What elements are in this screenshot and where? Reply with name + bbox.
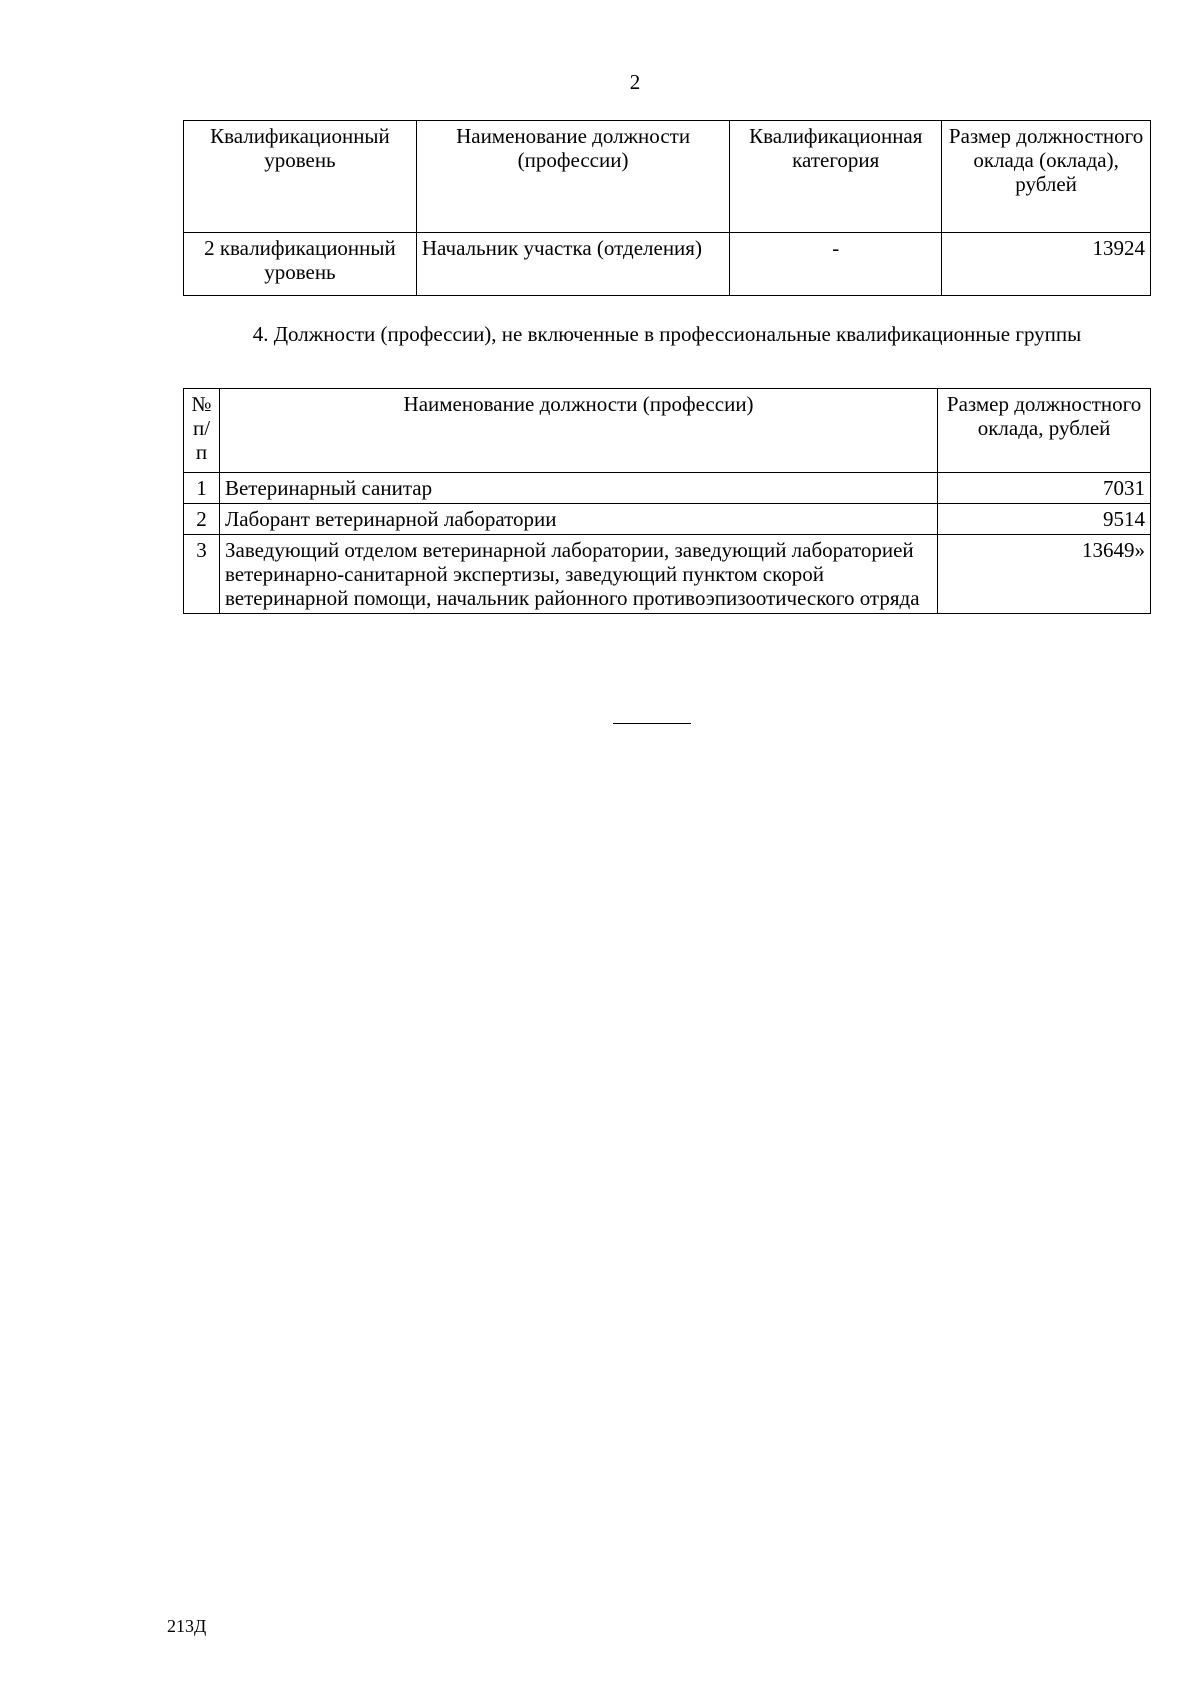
table-header-row (184, 121, 1151, 233)
cell-position: Ветеринарный санитар (219, 473, 937, 504)
cell-position: Лаборант ветеринарной лаборатории (219, 504, 937, 535)
cell-salary: 7031 (938, 473, 1151, 504)
header-qualification-level: Квалификационный уровень (184, 121, 417, 233)
table-row (184, 473, 1151, 504)
cell-position: Заведующий отделом ветеринарной лаборатории, заведующий лабораторией ветеринарно-санитарной экспертизы, заведующий пунктом скорой ветеринарной помощи, начальник районного противоэпизоотического отряда (219, 535, 937, 614)
end-divider (613, 723, 691, 724)
cell-salary: 9514 (938, 504, 1151, 535)
header-position-name: Наименование должности (профессии) (416, 121, 729, 233)
cell-category: - (730, 233, 942, 296)
header-position-name: Наименование должности (профессии) (219, 389, 937, 473)
section-heading: 4. Должности (профессии), не включенные в профессиональные квалификационные группы (252, 322, 1082, 346)
cell-number: 2 (184, 504, 220, 535)
table-row (184, 233, 1151, 296)
cell-level: 2 квалификационный уровень (184, 233, 417, 296)
header-salary: Размер должностного оклада (оклада), рублей (942, 121, 1151, 233)
cell-salary: 13924 (942, 233, 1151, 296)
header-number: № п/п (184, 389, 220, 473)
positions-table (183, 388, 1151, 614)
cell-number: 3 (184, 535, 220, 614)
table-row (184, 535, 1151, 614)
page-number: 2 (629, 70, 641, 94)
qualification-table (183, 120, 1151, 296)
cell-position: Начальник участка (отделения) (416, 233, 729, 296)
table-row (184, 504, 1151, 535)
table-header-row (184, 389, 1151, 473)
cell-salary: 13649» (938, 535, 1151, 614)
document-code: 213Д (167, 1616, 207, 1636)
cell-number: 1 (184, 473, 220, 504)
header-qualification-category: Квалификационная категория (730, 121, 942, 233)
header-salary: Размер должностного оклада, рублей (938, 389, 1151, 473)
